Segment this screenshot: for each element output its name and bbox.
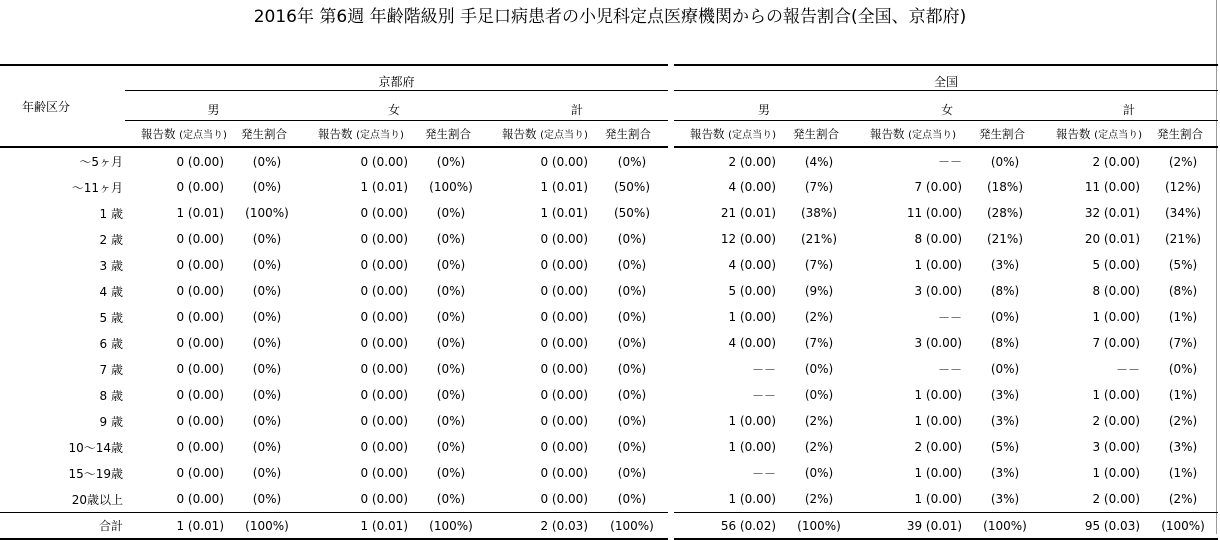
report-count-cell: 3 (0.00): [914, 284, 963, 298]
incidence-rate-cell: (0%): [617, 388, 647, 402]
region-header-kyoto: 京都府: [125, 65, 668, 91]
age-label: ～11ヶ月: [71, 180, 123, 195]
report-count-cell: 8 (0.00): [914, 232, 963, 246]
report-count-cell: 2 (0.00): [1092, 492, 1141, 506]
incidence-rate-cell: (100%): [790, 513, 854, 540]
report-count-cell: 5 (0.00): [1092, 258, 1141, 272]
report-count-cell: 0 (0.00): [176, 466, 224, 480]
table-row: [0, 330, 1218, 356]
report-count-cell: 1 (0.00): [914, 258, 963, 272]
age-label: 10～14歳: [68, 440, 123, 455]
age-label: 7 歳: [99, 362, 123, 377]
incidence-rate-cell: (7%): [804, 336, 834, 350]
report-count-cell: 0 (0.00): [540, 284, 588, 298]
report-count-cell: 0 (0.00): [176, 310, 224, 324]
incidence-rate-cell: (0%): [436, 336, 466, 350]
per-site-label: (定点当り): [1094, 129, 1142, 141]
incidence-rate-cell: (0%): [252, 466, 282, 480]
sex-header-female: 女: [302, 91, 486, 121]
report-count-cell: 0 (0.00): [176, 258, 224, 272]
age-label: 15～19歳: [68, 466, 123, 481]
report-count-cell: 1 (0.01): [176, 206, 224, 220]
report-count-cell: －－: [938, 362, 963, 377]
report-count-cell: 0 (0.00): [176, 440, 224, 454]
incidence-rate-cell: (5%): [990, 440, 1020, 454]
incidence-rate-cell: (0%): [252, 232, 282, 246]
report-count-cell: 1 (0.00): [728, 310, 777, 324]
report-count-cell: 1 (0.00): [914, 466, 963, 480]
incidence-rate-cell: (0%): [804, 388, 834, 402]
sex-header-total: 計: [1040, 91, 1218, 121]
report-count-cell: 1 (0.01): [125, 513, 238, 540]
per-site-label: (定点当り): [540, 129, 588, 141]
table-row: [0, 382, 1218, 408]
report-count-cell: 0 (0.00): [360, 362, 408, 376]
sex-header-male: 男: [125, 91, 302, 121]
report-count-cell: －－: [752, 388, 777, 403]
report-count-cell: 0 (0.00): [360, 154, 408, 169]
incidence-rate-cell: (28%): [986, 206, 1024, 220]
age-label: 4 歳: [99, 284, 123, 299]
report-count-cell: 0 (0.00): [360, 492, 408, 506]
incidence-rate-cell: (2%): [1168, 414, 1198, 428]
count-column-header: [674, 121, 790, 148]
report-count-cell: 1 (0.00): [1092, 466, 1141, 480]
report-count-cell: 1 (0.00): [914, 388, 963, 402]
report-count-cell: 1 (0.00): [728, 492, 777, 506]
incidence-rate-cell: (0%): [617, 414, 647, 428]
incidence-rate-cell: (0%): [252, 440, 282, 454]
incidence-rate-cell: (100%): [422, 513, 486, 540]
incidence-rate-cell: (3%): [990, 414, 1020, 428]
report-count-cell: 0 (0.00): [176, 388, 224, 402]
incidence-rate-cell: (0%): [252, 336, 282, 350]
per-site-label: (定点当り): [728, 129, 776, 141]
age-label: 9 歳: [99, 414, 123, 429]
report-count-cell: 0 (0.00): [360, 466, 408, 480]
incidence-rate-cell: (21%): [1165, 232, 1202, 246]
report-count-cell: 0 (0.00): [176, 154, 224, 169]
incidence-rate-cell: (100%): [429, 180, 473, 194]
report-count-cell: 0 (0.00): [540, 336, 588, 350]
report-count-cell: 0 (0.00): [540, 388, 588, 402]
report-count-cell: 11 (0.00): [1084, 180, 1141, 194]
count-label: 報告数: [318, 126, 353, 141]
rate-column-header: 発生割合: [422, 121, 486, 148]
report-count-cell: 1 (0.00): [728, 414, 777, 428]
incidence-rate-cell: (0%): [617, 154, 647, 169]
incidence-rate-cell: (0%): [617, 258, 647, 272]
rate-column-header: 発生割合: [976, 121, 1040, 148]
incidence-rate-cell: (0%): [436, 492, 466, 506]
report-count-cell: －－: [752, 362, 777, 377]
report-count-cell: 0 (0.00): [176, 492, 224, 506]
incidence-rate-cell: (0%): [436, 388, 466, 402]
report-table: [0, 64, 1218, 540]
incidence-rate-cell: (2%): [804, 440, 834, 454]
report-count-cell: 0 (0.00): [176, 180, 224, 194]
incidence-rate-cell: (0%): [990, 362, 1020, 376]
sex-header-male: 男: [674, 91, 854, 121]
report-count-cell: 0 (0.00): [360, 388, 408, 402]
incidence-rate-cell: (21%): [986, 232, 1024, 246]
region-header-national: 全国: [674, 65, 1218, 91]
report-count-cell: 4 (0.00): [728, 258, 777, 272]
report-count-cell: 56 (0.02): [674, 513, 790, 540]
incidence-rate-cell: (34%): [1165, 206, 1202, 220]
age-label: 3 歳: [99, 258, 123, 273]
incidence-rate-cell: (7%): [804, 180, 834, 194]
rate-column-header: 発生割合: [1154, 121, 1218, 148]
incidence-rate-cell: (0%): [1168, 362, 1198, 376]
report-count-cell: 0 (0.00): [360, 232, 408, 246]
report-count-cell: 8 (0.00): [1092, 284, 1141, 298]
report-count-cell: 0 (0.00): [540, 154, 588, 169]
incidence-rate-cell: (7%): [804, 258, 834, 272]
report-count-cell: 0 (0.00): [176, 414, 224, 428]
incidence-rate-cell: (9%): [804, 284, 834, 298]
incidence-rate-cell: (0%): [617, 466, 647, 480]
report-count-cell: 0 (0.00): [540, 310, 588, 324]
per-site-label: (定点当り): [179, 129, 227, 141]
report-count-cell: 3 (0.00): [914, 336, 963, 350]
report-count-cell: 0 (0.00): [176, 362, 224, 376]
per-site-label: (定点当り): [908, 129, 956, 141]
count-label: 報告数: [870, 126, 905, 141]
table-body: [0, 147, 1218, 539]
incidence-rate-cell: (8%): [990, 284, 1020, 298]
report-count-cell: －－: [938, 155, 963, 169]
incidence-rate-cell: (0%): [804, 362, 834, 376]
report-count-cell: 0 (0.00): [540, 258, 588, 272]
rate-column-header: 発生割合: [602, 121, 668, 148]
incidence-rate-cell: (8%): [1168, 284, 1198, 298]
sex-header-female: 女: [854, 91, 1040, 121]
incidence-rate-cell: (0%): [617, 492, 647, 506]
report-count-cell: 2 (0.00): [1092, 414, 1141, 428]
table-row: [0, 304, 1218, 330]
report-count-cell: 20 (0.01): [1084, 232, 1141, 246]
report-count-cell: 32 (0.01): [1084, 206, 1141, 220]
incidence-rate-cell: (0%): [252, 414, 282, 428]
table-row: [0, 200, 1218, 226]
report-count-cell: 95 (0.03): [1040, 513, 1154, 540]
incidence-rate-cell: (0%): [436, 232, 466, 246]
incidence-rate-cell: (0%): [436, 414, 466, 428]
incidence-rate-cell: (0%): [804, 466, 834, 480]
report-count-cell: 2 (0.00): [728, 154, 777, 169]
age-label: 8 歳: [99, 388, 123, 403]
count-label: 報告数: [1056, 126, 1091, 141]
report-count-cell: 0 (0.00): [540, 414, 588, 428]
incidence-rate-cell: (0%): [436, 310, 466, 324]
count-column-header: [854, 121, 976, 148]
report-count-cell: 0 (0.00): [360, 440, 408, 454]
age-label: 5 歳: [99, 310, 123, 325]
sex-header-total: 計: [486, 91, 668, 121]
report-count-cell: －－: [1116, 362, 1141, 377]
count-column-header: [125, 121, 238, 148]
incidence-rate-cell: (2%): [804, 414, 834, 428]
report-count-cell: 3 (0.00): [1092, 440, 1141, 454]
report-count-cell: 0 (0.00): [360, 258, 408, 272]
incidence-rate-cell: (8%): [990, 336, 1020, 350]
report-count-cell: －－: [752, 466, 777, 481]
incidence-rate-cell: (18%): [986, 180, 1024, 194]
incidence-rate-cell: (0%): [252, 180, 282, 194]
report-count-cell: 1 (0.01): [540, 180, 588, 194]
table-row: [0, 460, 1218, 486]
incidence-rate-cell: (3%): [990, 492, 1020, 506]
table-row: [0, 174, 1218, 200]
report-count-cell: 2 (0.00): [1092, 154, 1141, 169]
total-label: 合計: [0, 513, 125, 540]
table-row: [0, 278, 1218, 304]
age-label: 2 歳: [99, 232, 123, 247]
report-count-cell: 0 (0.00): [540, 440, 588, 454]
report-count-cell: 1 (0.00): [914, 414, 963, 428]
per-site-label: (定点当り): [356, 129, 404, 141]
count-column-header: [1040, 121, 1154, 148]
report-count-cell: 0 (0.00): [176, 284, 224, 298]
report-count-cell: 1 (0.00): [1092, 388, 1141, 402]
report-count-cell: 4 (0.00): [728, 180, 777, 194]
report-count-cell: 0 (0.00): [540, 492, 588, 506]
rate-column-header: 発生割合: [238, 121, 302, 148]
incidence-rate-cell: (3%): [990, 466, 1020, 480]
incidence-rate-cell: (1%): [1168, 388, 1198, 402]
table-header: [0, 65, 1218, 147]
incidence-rate-cell: (0%): [252, 154, 282, 169]
table-row: [0, 408, 1218, 434]
incidence-rate-cell: (0%): [252, 362, 282, 376]
table-row: [0, 486, 1218, 513]
incidence-rate-cell: (0%): [436, 466, 466, 480]
incidence-rate-cell: (2%): [804, 492, 834, 506]
report-count-cell: 11 (0.00): [906, 206, 963, 220]
incidence-rate-cell: (5%): [1168, 258, 1198, 272]
subheader-row: [0, 121, 1218, 148]
incidence-rate-cell: (0%): [436, 284, 466, 298]
table-row: [0, 226, 1218, 252]
incidence-rate-cell: (1%): [1168, 310, 1198, 324]
incidence-rate-cell: (21%): [800, 232, 838, 246]
report-count-cell: 5 (0.00): [728, 284, 777, 298]
incidence-rate-cell: (100%): [245, 206, 289, 220]
table-row: [0, 147, 1218, 174]
report-count-cell: 0 (0.00): [360, 206, 408, 220]
incidence-rate-cell: (0%): [436, 362, 466, 376]
age-label: 20歳以上: [71, 492, 123, 507]
incidence-rate-cell: (2%): [804, 310, 834, 324]
report-count-cell: 0 (0.00): [360, 284, 408, 298]
incidence-rate-cell: (0%): [252, 492, 282, 506]
incidence-rate-cell: (0%): [617, 440, 647, 454]
count-column-header: [486, 121, 602, 148]
incidence-rate-cell: (3%): [990, 258, 1020, 272]
table-row: [0, 356, 1218, 382]
report-count-cell: 2 (0.03): [486, 513, 602, 540]
age-label: 6 歳: [99, 336, 123, 351]
age-group-header: 年齢区分: [0, 65, 125, 147]
report-count-cell: 0 (0.00): [360, 336, 408, 350]
incidence-rate-cell: (100%): [238, 513, 302, 540]
incidence-rate-cell: (4%): [804, 154, 834, 169]
incidence-rate-cell: (1%): [1168, 466, 1198, 480]
report-count-cell: 0 (0.00): [540, 232, 588, 246]
incidence-rate-cell: (0%): [252, 388, 282, 402]
report-count-cell: 4 (0.00): [728, 336, 777, 350]
report-count-cell: 7 (0.00): [1092, 336, 1141, 350]
incidence-rate-cell: (0%): [617, 284, 647, 298]
report-count-cell: －－: [938, 310, 963, 325]
incidence-rate-cell: (50%): [613, 180, 651, 194]
report-count-cell: 39 (0.01): [854, 513, 976, 540]
incidence-rate-cell: (0%): [617, 336, 647, 350]
count-label: 報告数: [502, 126, 537, 141]
incidence-rate-cell: (100%): [602, 513, 668, 540]
incidence-rate-cell: (2%): [1168, 492, 1198, 506]
incidence-rate-cell: (12%): [1165, 180, 1202, 194]
incidence-rate-cell: (0%): [252, 258, 282, 272]
page-title: 2016年 第6週 年齢階級別 手足口病患者の小児科定点医療機関からの報告割合(全国、京都府): [253, 7, 967, 27]
incidence-rate-cell: (3%): [1168, 440, 1198, 454]
table-row: [0, 434, 1218, 460]
incidence-rate-cell: (2%): [1168, 154, 1198, 169]
report-count-cell: 1 (0.00): [1092, 310, 1141, 324]
report-count-cell: 0 (0.00): [360, 414, 408, 428]
incidence-rate-cell: (0%): [617, 310, 647, 324]
incidence-rate-cell: (7%): [1168, 336, 1198, 350]
report-count-cell: 1 (0.00): [728, 440, 777, 454]
incidence-rate-cell: (0%): [252, 284, 282, 298]
count-label: 報告数: [690, 126, 725, 141]
report-count-cell: 7 (0.00): [914, 180, 963, 194]
count-column-header: [302, 121, 422, 148]
total-row: [0, 513, 1218, 540]
report-count-cell: 0 (0.00): [540, 362, 588, 376]
report-count-cell: 0 (0.00): [176, 336, 224, 350]
report-count-cell: 21 (0.01): [720, 206, 777, 220]
incidence-rate-cell: (38%): [800, 206, 838, 220]
incidence-rate-cell: (0%): [617, 232, 647, 246]
report-count-cell: 0 (0.00): [360, 310, 408, 324]
report-count-cell: 0 (0.00): [176, 232, 224, 246]
incidence-rate-cell: (100%): [1154, 513, 1218, 540]
report-count-cell: 1 (0.00): [914, 492, 963, 506]
count-label: 報告数: [141, 126, 176, 141]
incidence-rate-cell: (0%): [436, 258, 466, 272]
report-count-cell: 1 (0.01): [302, 513, 422, 540]
incidence-rate-cell: (100%): [976, 513, 1040, 540]
report-count-cell: 0 (0.00): [540, 466, 588, 480]
incidence-rate-cell: (0%): [436, 206, 466, 220]
report-count-cell: 1 (0.01): [540, 206, 588, 220]
incidence-rate-cell: (50%): [613, 206, 651, 220]
age-label: ～5ヶ月: [79, 155, 123, 169]
table-row: [0, 252, 1218, 278]
incidence-rate-cell: (0%): [252, 310, 282, 324]
report-count-cell: 12 (0.00): [720, 232, 777, 246]
incidence-rate-cell: (0%): [617, 362, 647, 376]
age-label: 1 歳: [99, 206, 123, 221]
rate-column-header: 発生割合: [790, 121, 854, 148]
incidence-rate-cell: (0%): [990, 154, 1020, 169]
report-count-cell: 1 (0.01): [360, 180, 408, 194]
incidence-rate-cell: (3%): [990, 388, 1020, 402]
incidence-rate-cell: (0%): [990, 310, 1020, 324]
report-count-cell: 2 (0.00): [914, 440, 963, 454]
incidence-rate-cell: (0%): [436, 154, 466, 169]
incidence-rate-cell: (0%): [436, 440, 466, 454]
